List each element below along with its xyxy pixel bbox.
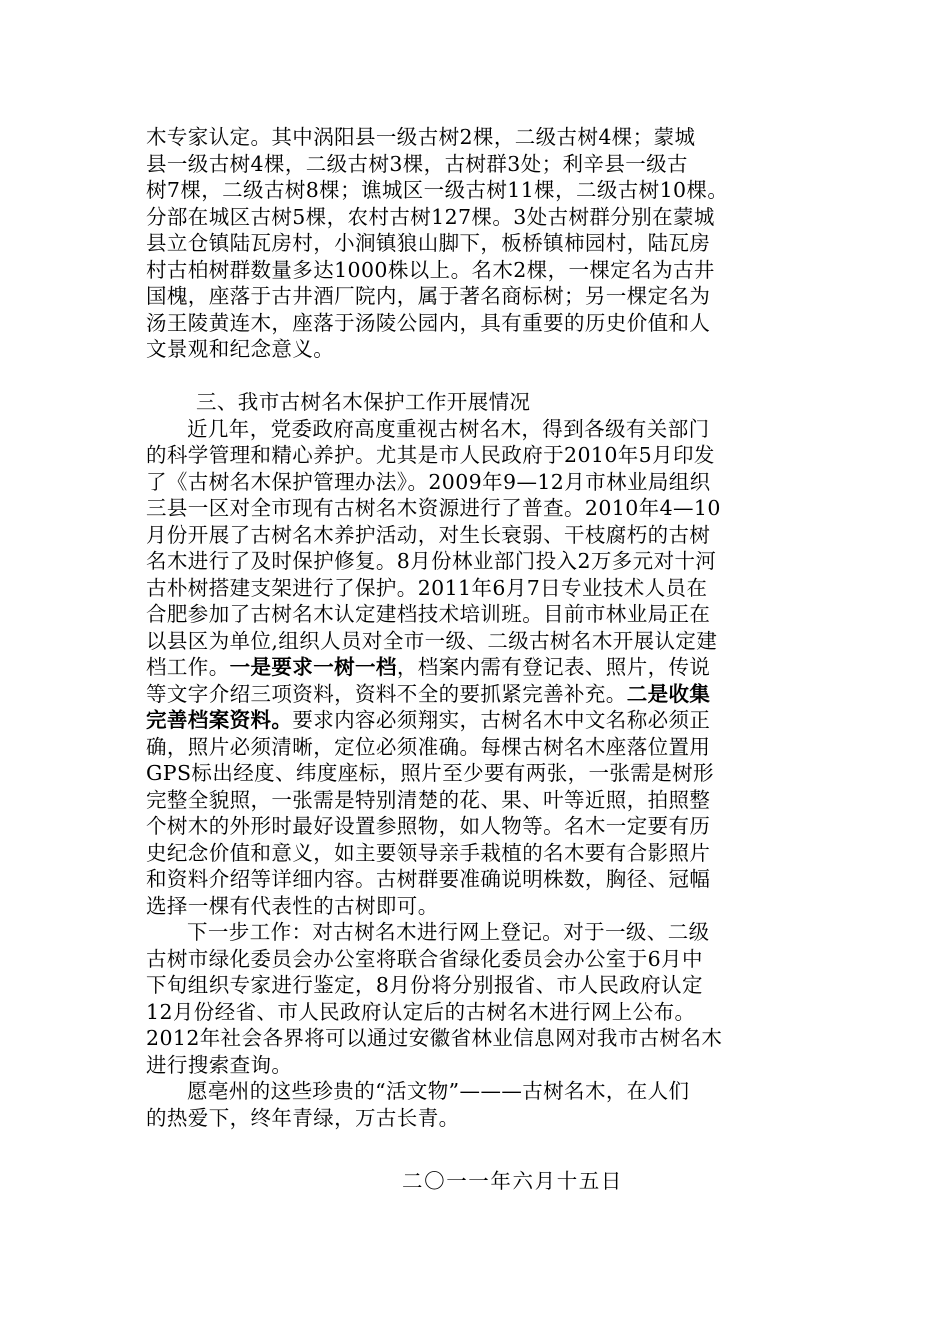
blank-line [146,1131,816,1158]
text-line [146,681,816,708]
text-line: 选择一棵有代表性的古树即可。 [146,893,439,918]
section-protection-work [146,389,816,919]
text-line: 县立仓镇陆瓦房村，小涧镇狼山脚下，板桥镇柿园村，陆瓦房 [146,231,711,255]
text-line [146,707,816,734]
text-line: 以县区为单位,组织人员对全市一级、二级古树名木开展认定建 [146,628,718,653]
text-line: 史纪念价值和意义，如主要领导亲手栽植的名木要有合影照片 [146,840,711,865]
text-line: 进行搜索查询。 [146,1052,293,1077]
text-line: 12月份经省、市人民政府认定后的古树名木进行网上公布。 [146,999,696,1024]
text-line: 名木进行了及时保护修复。8月份林业部门投入2万多元对十河 [146,549,717,573]
text-line: 汤王陵黄连木，座落于汤陵公园内，具有重要的历史价值和人 [146,310,711,335]
text-run: 档工作。 [146,655,230,679]
text-line: 完整全貌照，一张需是特别清楚的花、果、叶等近照，拍照整 [146,787,711,812]
text-line: 月份开展了古树名木养护活动，对生长衰弱、干枝腐朽的古树 [146,522,711,547]
bold-key-point-one: 一是要求一树一档 [229,655,397,679]
paragraph-closing [146,1078,816,1131]
paragraph-next-steps [146,919,816,1078]
text-line: 国槐，座落于古井酒厂院内，属于著名商标树；另一棵定名为 [146,284,711,308]
text-line: 的热爱下，终年青绿，万古长青。 [146,1105,460,1130]
text-line: 文景观和纪念意义。 [146,337,335,361]
text-line: 了《古树名木保护管理办法》。2009年9—12月市林业局组织 [146,469,711,494]
text-line: 和资料介绍等详细内容。古树群要准确说明株数，胸径、冠幅 [146,867,711,891]
text-line: 古朴树搭建支架进行了保护。2011年6月7日专业技术人员在 [146,575,708,600]
text-line: 个树木的外形时最好设置参照物，如人物等。名木一定要有历 [146,814,711,838]
text-line: 近几年，党委政府高度重视古树名木，得到各级有关部门 [187,416,710,441]
text-run: 要求内容必须翔实，古树名木中文名称必须正 [292,708,711,732]
document-date: 二〇一一年六月十五日 [402,1168,623,1193]
text-line [146,654,816,681]
text-line: 下一步工作：对古树名木进行网上登记。对于一级、二级 [187,920,710,944]
text-line: 木专家认定。其中涡阳县一级古树2棵，二级古树4棵；蒙城 [146,125,696,149]
text-line: 的科学管理和精心养护。尤其是市人民政府于2010年5月印发 [146,443,715,467]
text-line: GPS标出经度、纬度座标，照片至少要有两张，一张需是树形 [146,761,714,785]
text-line: 下旬组织专家进行鉴定，8月份将分别报省、市人民政府认定 [146,973,703,997]
document-page [146,124,816,1194]
text-line: 确，照片必须清晰，定位必须准确。每棵古树名木座落位置用 [146,734,711,759]
text-line: 古树市绿化委员会办公室将联合省绿化委员会办公室于6月中 [146,946,703,971]
blank-line [146,363,816,390]
text-line: 三县一区对全市现有古树名木资源进行了普查。2010年4—10 [146,496,721,520]
text-line: 2012年社会各界将可以通过安徽省林业信息网对我市古树名木 [146,1026,723,1050]
bold-key-point-two-cont: 完善档案资料。 [146,708,293,732]
paragraph-tree-counts [146,124,816,363]
text-line: 愿亳州的这些珍贵的“活文物”———古树名木，在人们 [187,1079,690,1103]
text-line: 合肥参加了古树名木认定建档技术培训班。目前市林业局正在 [146,602,711,626]
bold-key-point-two: 二是收集 [626,681,711,706]
text-line: 村古柏树群数量多达1000株以上。名木2棵，一棵定名为古井 [146,257,715,282]
text-line: 分部在城区古树5棵，农村古树127棵。3处古树群分别在蒙城 [146,204,715,229]
text-run: ，档案内需有登记表、照片，传说 [396,655,711,679]
text-line: 树7棵，二级古树8棵；谯城区一级古树11棵，二级古树10棵。 [146,178,729,202]
text-run: 等文字介绍三项资料，资料不全的要抓紧完善补充。 [146,681,627,706]
spacer [146,1158,816,1168]
text-line: 县一级古树4棵，二级古树3棵，古树群3处；利辛县一级古 [146,151,688,176]
section-heading: 三、我市古树名木保护工作开展情况 [196,390,531,414]
